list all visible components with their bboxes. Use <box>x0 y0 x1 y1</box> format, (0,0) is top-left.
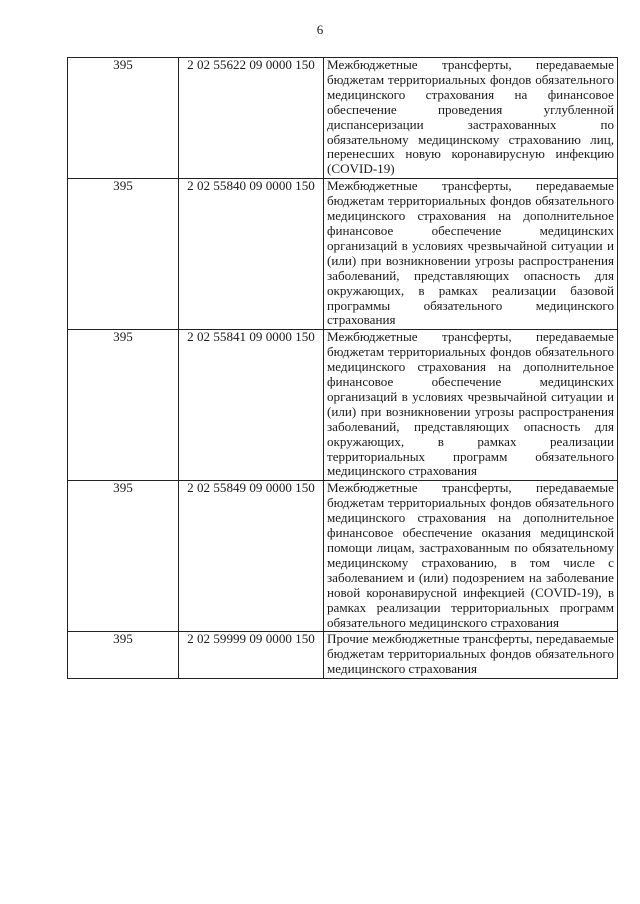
kbk-code-cell: 2 02 55622 09 0000 150 <box>179 58 324 179</box>
table-body <box>68 58 618 679</box>
kbk-code-cell: 2 02 55840 09 0000 150 <box>179 179 324 330</box>
table-row <box>68 179 618 330</box>
budget-classification-table <box>67 57 618 679</box>
admin-code-cell: 395 <box>68 58 179 179</box>
admin-code-cell: 395 <box>68 330 179 481</box>
description-cell: Межбюджетные трансферты, передаваемые бюджетам территориальных фондов обязательного медицинского страхования на дополнительное финансовое обеспечение медицинских организаций в условиях чрезвычайной ситуации и (или) при возникновении угрозы распространения заболеваний, представляющих опасность для окружающих, в рамках реализации базовой программы обязательного медицинского страхования <box>324 179 618 330</box>
table-row <box>68 330 618 481</box>
table-row <box>68 632 618 679</box>
kbk-code-cell: 2 02 59999 09 0000 150 <box>179 632 324 679</box>
kbk-code-cell: 2 02 55841 09 0000 150 <box>179 330 324 481</box>
table-row <box>68 481 618 632</box>
description-cell: Прочие межбюджетные трансферты, передаваемые бюджетам территориальных фондов обязательного медицинского страхования <box>324 632 618 679</box>
description-cell: Межбюджетные трансферты, передаваемые бюджетам территориальных фондов обязательного медицинского страхования на дополнительное финансовое обеспечение медицинских организаций в условиях чрезвычайной ситуации и (или) при возникновении угрозы распространения заболеваний, представляющих опасность для окружающих, в рамках реализации территориальных программ обязательного медицинского страхования <box>324 330 618 481</box>
description-cell: Межбюджетные трансферты, передаваемые бюджетам территориальных фондов обязательного медицинского страхования на дополнительное финансовое обеспечение оказания медицинской помощи лицам, застрахованным по обязательному медицинскому страхованию, в том числе с заболеванием и (или) подозрением на заболевание новой коронавирусной инфекцией (COVID-19), в рамках реализации территориальных программ обязательного медицинского страхования <box>324 481 618 632</box>
description-cell: Межбюджетные трансферты, передаваемые бюджетам территориальных фондов обязательного медицинского страхования на финансовое обеспечение проведения углубленной диспансеризации застрахованных по обязательному медицинскому страхованию лиц, перенесших новую коронавирусную инфекцию (COVID-19) <box>324 58 618 179</box>
kbk-code-cell: 2 02 55849 09 0000 150 <box>179 481 324 632</box>
admin-code-cell: 395 <box>68 481 179 632</box>
admin-code-cell: 395 <box>68 179 179 330</box>
table-row <box>68 58 618 179</box>
page-number: 6 <box>316 22 324 37</box>
admin-code-cell: 395 <box>68 632 179 679</box>
